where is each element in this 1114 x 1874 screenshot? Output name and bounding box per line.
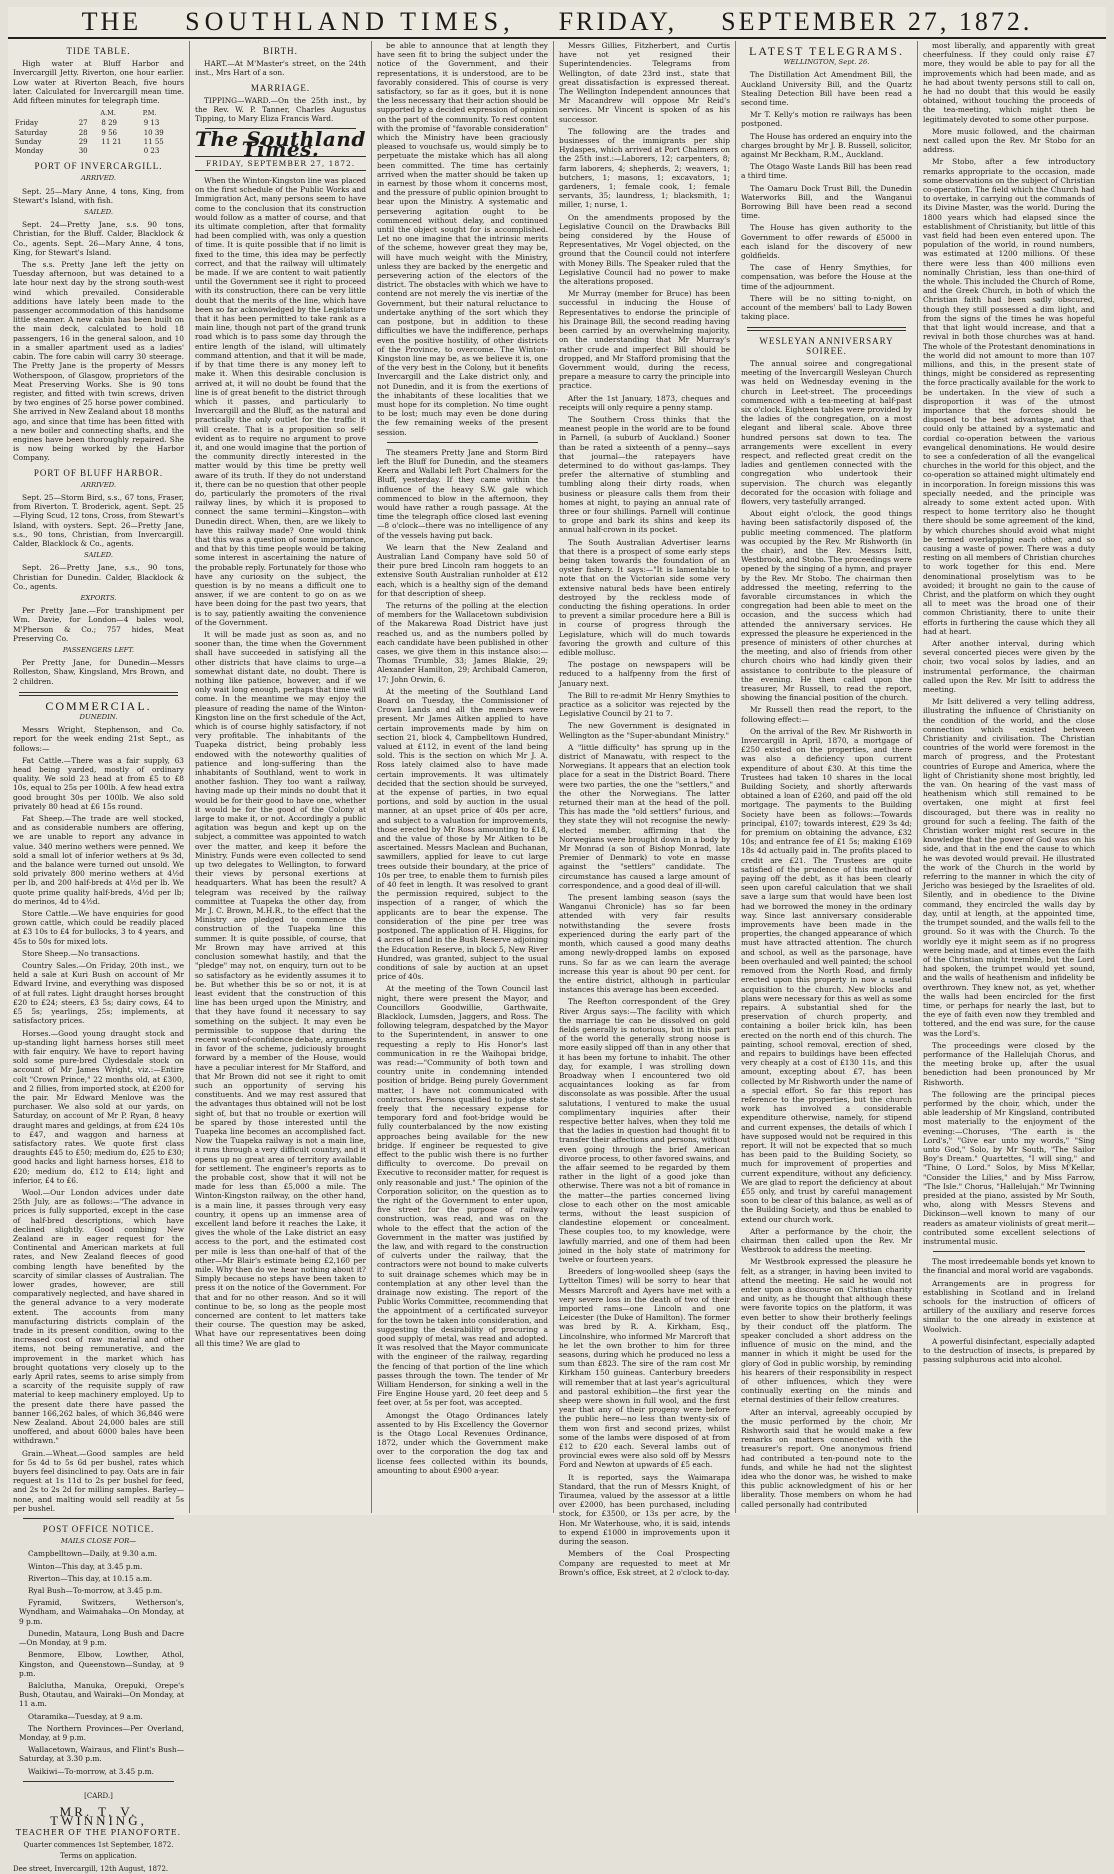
editorial-dateline: FRIDAY, SEPTEMBER 27, 1872. [195, 156, 366, 171]
wesleyan-paragraph: Mr Russell then read the report, to the following effect:— [741, 705, 912, 724]
tide-cell: 0 23 [143, 147, 160, 156]
wesleyan-continued-paragraph: Mr Isitt delivered a very telling address, illustrating the influence of Christianity on the condition of the world, and the close connection which existed between Christianity and civilisation. The Christian countries of the world were foremost in the march of progress, and the Protestant countries of Europe and America, where the light of Christianity shone most brightly, led the van. On hearing of the vast mass of heathenism which still remained to be overtaken, one might at first feel discouraged, but there was in reality no ground for such a feeling. The faith of the Christian worker might rest secure in the knowledge that the power of God was on his side, and that in the end the cause to which he was devoted would prevail. He illustrated the work of the Church in the world by referring to the manner in which the city of Jericho was besieged by the Israelites of old. Silently, and in obedience to the Divine command, they encircled the walls day by day, until at length, at the appointed time, the trumpet sounded, and the walls fell to the ground. So it was with the Church. To the worldly eye it might seem as if no progress were being made, and at times even the faith of the Christian might tremble, but the Lord had spoken, the trumpet would yet sound, and the walls of heathenism and infidelity be overthrown. They knew not, as yet, whether the walls had been encircled for the first time, or perhaps for nearly the last, but to the eye of faith even now they trembled and tottered, and the end was sure, for the cause was the Lord's. [923, 697, 1095, 1038]
sailed-label: SAILED. [83, 208, 114, 217]
wesleyan-paragraph: After a performance by the choir, the chairman then called upon the Rev. Mr Westbrook to address the meeting. [741, 1226, 912, 1255]
short-item: A powerful disinfectant, especially adapted to the destruction of insects, is prepared by passing sulphurous acid into alcohol. [923, 1336, 1095, 1365]
commercial-intro: Messrs Wright, Stephenson, and Co. report for the week ending 21st Sept., as follows:— [13, 725, 184, 753]
telegram-item: The Oamaru Dock Trust Bill, the Dunedin Waterworks Bill, and the Wanganui Borrowing Bill have been read a second time. [741, 183, 912, 221]
article-paragraph: The returns of the polling at the election of members for the Wallacetown subdivision of the Makarewa Road District have just reached us, and as the numbers polled by each candidate have been published in other cases, we give them in this instance also:—Thomas Trumble, 33; James Blakie, 29; Alexander Hamilton, 29; Archibald Cameron, 17; John Orwin, 6. [377, 600, 548, 684]
column-3 [372, 41, 554, 1513]
tide-cell: Sunday [15, 137, 42, 146]
passengers-text: Per Pretty Jane, for Dunedin—Messrs Rolleston, Shaw, Kingsland, Mrs Brown, and 2 children. [13, 658, 184, 686]
tide-row [13, 119, 184, 128]
tide-col-date [77, 108, 100, 119]
article-paragraph: Amongst the Otago Ordinances lately assented to by His Excellency the Governor is the Otago Local Revenues Ordinance, 1872, under which the Government make over to the corporation the dog tax and license fees collected within its bounds, amounting to about £900 a-year. [377, 1410, 548, 1475]
post-item: Wallacetown, Wairaus, and Flint's Bush—Saturday, at 3.30 p.m. [19, 1745, 184, 1764]
port-bluff-heading: PORT OF BLUFF HARBOR. [33, 467, 164, 478]
short-item: Arrangements are in progress for establishing in Scotland and in Ireland schools for the instruction of officers of artillery of the auxiliary and reserve forces similar to the one already in existence at Woolwich. [923, 1278, 1095, 1334]
news-paragraph: The Bill to re-admit Mr Henry Smythies to practice as a solicitor was rejected by the Legislative Council by 21 to 7. [559, 690, 730, 719]
newspaper-page [8, 7, 1106, 1873]
post-item: Otaramika—Tuesday, at 9 a.m. [28, 1711, 143, 1721]
wesleyan-continued-paragraph: The proceedings were closed by the performance of the Hallelujah Chorus, and the meeting broke up, after the usual benediction had been pronounced by Mr Rishworth. [923, 1040, 1095, 1087]
commercial-paragraph: Grain.—Wheat.—Good samples are held for 5s 4d to 5s 6d per bushel, rates which buyers feel disinclined to pay. Oats are in fair request at 1s 11d to 2s per bushel for feed, and 2s to 2s 2d for milling samples. Barley—none, and malting would sell readily at 5s per bushel. [13, 1448, 184, 1513]
article-paragraph: be able to announce that at length they have seen fit to bring the subject under the notice of the Government, and their representations, it is understood, are to be favorably considered. This of course is very satisfactory, so far as it goes, but it is none the less necessary that their action should be supported by a decided expression of opinion on the part of the community. To rest content with the promise of "favorable consideration" which the Ministry have been graciously pleased to vouchsafe us, would simply be to perpetuate the mistake which has all along been committed. The time has certainly arrived when the matter should be taken up in earnest by those whom it concerns most, and the pressure of public opinion brought to bear upon the Ministry. A systematic and persevering agitation ought to be commenced without delay, and continued until the object sought for is accomplished. Let no one imagine that the intrinsic merits of the scheme, however great they may be, will have much weight with the Ministry, unless they are backed by the energetic and persevering action of the electors of the district. The obstacles with which we have to contend are not merely the vis inertiæ of the Government, but their natural reluctance to undertake anything of the sort which they can postpone, but in addition to these difficulties we have the indifference, perhaps even the positive hostility, of other districts of the Province, to overcome. The Winton-Kingston line may be, as we believe it is, one of the very best in the Colony, but it benefits Invercargill and the Lake district only, and not Dunedin, and it is from the exertions of the inhabitants of these localities that we must hope for its completion. No time ought to be lost; much may even be done during the few remaining weeks of the present session. [377, 41, 548, 437]
tide-cell: 29 [78, 137, 88, 146]
wesleyan-paragraph: The annual soiree and congregational meeting of the Invercargill Wesleyan Church was held on Wednesday evening in the church in Leet-street. The proceedings commenced with a tea-meeting at half-past six o'clock. Eighteen tables were provided by the ladies of the congregation, on a most elegant and liberal scale. Above three hundred persons sat down to tea. The arrangements were excellent in every respect, and reflected great credit on the ladies and gentlemen connected with the congregation who undertook their supervision. The church was elegantly decorated for the occasion with foliage and flowers, very tastefully arranged. [741, 358, 912, 506]
wesleyan-paragraph: Mr Westbrook expressed the pleasure he felt, as a stranger, in having been invited to attend the meeting. He said he would not enter upon a discourse on Christian charity and unity, as he thought that although these were favorite topics on the platform, it was even better to show their brotherly feelings by their conduct off the platform. The speaker concluded a short address on the influence of music on the mind, and the manner in which it might be used for the glory of God in public worship, by reminding his hearers of their responsibility in respect of other influences, which they were continually exerting on the minds and eternal destinies of their fellow creatures. [741, 1257, 912, 1405]
arrived-label: ARRIVED. [80, 174, 117, 183]
column-1 [8, 41, 190, 1873]
column-4 [554, 41, 736, 1577]
commercial-paragraph: Store Sheep.—No transactions. [22, 948, 140, 958]
post-item: Ryal Bush—To-morrow, at 3.45 p.m. [28, 1586, 163, 1596]
post-item: Fyramid, Switzers, Wetherson's, Wyndham, and Waimahaka—On Monday, at 9 p.m. [19, 1598, 184, 1626]
tide-row [13, 147, 184, 156]
commercial-paragraph: Fat Sheep.—The trade are well stocked, and as considerable numbers are offering, we are unable to report any advance in value. 340 merino wethers were penned. We sold a small lot of inferior wethers at 9s 3d, and the balance were turned out unsold. We sold privately 800 merino wethers at 4½d per lb, and 200 half-breds at 4½d per lb. We quote prime quality half-breds, 4½d per lb; do merinos, 4d to 4½d. [13, 814, 184, 906]
commercial-heading: COMMERCIAL. [45, 698, 152, 713]
exports-text: Per Pretty Jane.—For transhipment per Wm. Davie, for London—4 bales wool, M'Pherson & Co.; 757 hides, Meat Preserving Co. [13, 606, 184, 643]
commercial-paragraph: Fat Cattle.—There was a fair supply, 63 head being yarded, mostly of ordinary quality. We sold 23 head at from £5 to £8 10s, equal to 25s per 100lb. A few head extra good brought 30s per 100lb. We also sold privately 80 head at £6 15s round. [13, 755, 184, 811]
masthead-day: FRIDAY, [558, 7, 678, 36]
divider [23, 1781, 174, 1782]
commercial-paragraph: Store Cattle.—We have enquiries for good grown cattle, which could be readily placed at £3 10s to £4 for bullocks, 3 to 4 years, and 45s to 50s for mixed lots. [13, 909, 184, 946]
commercial-paragraph: Wool.—Our London advices under date 25th July, are as follows:—"The advance in prices is fully supported, except in the case of half-bred descriptions, which have declined slightly. Good combing New Zealand are in eager request for the Continental and American markets at full rates, and New Zealand fleeces of good combing length have benefited by the scarcity of similar classes of Australian. The lower grades, however, are still comparatively neglected, and have shared in the general advance to a very moderate extent. The accounts from many manufacturing districts complain of the trade in its present condition, owing to the increased cost of raw material and other items, not being remunerative, and the improvement in the market which has brought quotations very closely up to the early April rates, seems to arise simply from a scarcity of the requisite supply of raw material to keep machinery employed. Up to the present date there have passed the banner 166,262 bales, of which 36,846 were New Zealand. About 24,000 bales are still unoffered, and about 6000 bales have been withdrawn." [13, 1187, 184, 1446]
wesleyan-paragraph: After an interval, agreeably occupied by the music performed by the choir, Mr Rishworth said that he would make a few remarks on matters connected with the treasurer's report. One anonymous friend had contributed a ten-pound note to the funds, and while he had not the slightest idea who the donor was, he wished to make this public acknowledgment of his or her liberality. Those members on whom he had called personally had contributed [741, 1407, 912, 1509]
masthead-date: SEPTEMBER 27, 1872. [721, 7, 1033, 36]
article-paragraph: The steamers Pretty Jane and Storm Bird left the Bluff for Dunedin, and the steamers Keera and Wallabi left Port Chalmers for the Bluff, yesterday. If they came within the influence of the heavy S.W. gale which commenced to blow in the afternoon, they would have rather a rough passage. At the time the telegraph office closed last evening—8 o'clock—there was no intelligence of any of the vessels having put back. [377, 447, 548, 540]
news-paragraph: On the amendments proposed by the Legislative Council on the Drawbacks Bill being considered by the House of Representatives, Mr Vogel objected, on the ground that the Council could not interfere with Money Bills. The Speaker ruled that the Legislative Council had no power to make the alterations proposed. [559, 212, 730, 287]
marriage-notice: TIPPING—WARD.—On the 25th inst., by the Rev. W. P. Tanner, Charles Augustus Tipping, to Mary Eliza Francis Ward. [195, 95, 366, 124]
news-paragraph: Messrs Gillies, Fitzherbert, and Curtis have not yet resigned their Superintendencies. Telegrams from Wellington, of date 23rd inst., state that great dissatisfaction is expressed thereat. The Wellington Independent announces that Mr Macandrew will oppose Mr Reid's services. Mr Vincent is spoken of as his successor. [559, 41, 730, 124]
bluff-arrived-label: ARRIVED. [80, 480, 117, 489]
wesleyan-heading: WESLEYAN ANNIVERSARY SOIREE. [759, 336, 894, 356]
tide-cell: 11 21 [101, 137, 122, 146]
tide-cell: Monday [15, 147, 44, 156]
commercial-paragraph: Horses.—Good young draught stock and up-standing light harness horses still meet with fair enquiry. We have to report having sold some pure-bred Clydesdale stock on account of Mr James Wright, viz.:—Entire colt "Crown Prince," 22 months old, at £300, and 2 fillies, from imported stock, at £200 for the pair. Mr Edward Menlove was the purchaser. We also sold at our yards, on Saturday, on account of Mr P. Ryan, 8 heavy draught mares and geldings, at from £24 10s to £47, and waggon and harness at satisfactory rates. We quote first class draughts £45 to £50; medium do, £25 to £30; good hacks and light harness horses, £18 to £20; medium do, £12 to £14; light and inferior, £4 to £6. [13, 1028, 184, 1185]
tide-col-am: A.M. [100, 109, 116, 118]
divider [387, 442, 538, 443]
post-item: Winton—This day, at 3.45 p.m. [28, 1561, 143, 1571]
news-paragraph: Mr Murray (member for Bruce) has been successful in inducing the House of Representatives to endorse the principle of his Drainage Bill, the second reading having been carried by an overwhelming majority, on the understanding that Mr Murray's rather crude and imperfect Bill should be dropped, and Mr Stafford promising that the Government would, during the recess, prepare a measure to carry the principle into practice. [559, 289, 730, 391]
commercial-paragraph: Country Sales.—On Friday, 20th inst., we held a sale at Kuri Bush on account of Mr Edward Irvine, and everything was disposed of at full rates. Light draught horses brought £20 to £24; steers, £3 5s; dairy cows, £4 to £5 5s; yearlings, 25s; implements, at satisfactory prices. [13, 961, 184, 1026]
card-quarter: Quarter commences 1st September, 1872. [23, 1840, 174, 1849]
telegram-item: The House has given authority to the Government to offer rewards of £5000 in each island for the discovery of new goldfields. [741, 223, 912, 261]
wesleyan-continued-paragraph: More music followed, and the chairman next called upon the Rev. Mr Stobo for an address. [923, 126, 1095, 155]
news-paragraph: The following are the trades and businesses of the immigrants per ship Hydaspes, which arrived at Port Chalmers on the 25th inst.:—Laborers, 12; carpenters, 8; farm laborers, 4; shepherds, 2; weavers, 1; butchers, 1; masons, 1; excavators, 1; gardeners, 1; female cook, 1; female servants, 35; laundress, 1; blacksmith, 1; miller, 1; nurse, 1. [559, 126, 730, 210]
post-item: Dunedin, Mataura, Long Bush and Dacre—On Monday, at 9 p.m. [19, 1628, 184, 1648]
column-6 [918, 41, 1100, 1513]
arrived-text: Sept. 25—Mary Anne, 4 tons, King, from Stewart's Island, with fish. [13, 186, 184, 205]
tide-table [13, 108, 184, 156]
news-paragraph: The Southern Cross thinks that the meanest people in the world are to be found in Parnell, (a suburb of Auckland.) Sooner than be rated a sixteenth of a penny—says that journal—the ratepayers have determined to do without gas-lamps. They prefer the alternative of stumbling and tumbling along their dirty roads, when business or pleasure calls them from their homes at night, to paying an annual rate of three or four shillings. Parnell will continue to grope and bark its shins and keep its annual half-crown in its pocket. [559, 414, 730, 535]
news-paragraph: The postage on newspapers will be reduced to a halfpenny from the first of January next. [559, 660, 730, 688]
bluff-sailed-text: Sept. 26—Pretty Jane, s.s., 90 tons, Christian for Dunedin. Calder, Blacklock & Co., agents. [13, 563, 184, 591]
card-terms: Terms on application. [60, 1851, 137, 1860]
editorial-paragraph: When the Winton-Kingston line was placed on the first schedule of the Public Works and Immigration Act, many persons seem to have come to the conclusion that its construction would follow as a matter of course, and that its ultimate completion, after that formality had been complied with, was only a question of time. It is quite possible that if no limit is fixed to the time, this idea may be perfectly correct, and that the railway will ultimately be made. If we are content to wait patiently until the Government see it right to proceed with its construction, there can be very little doubt that the merits of the line, which have been so far acknowledged by the Legislature that it has been permitted to take rank as a main line, though not part of the grand trunk road which is to pass some day through the entire length of the island, will ultimately command attention, and that it will be made, if by that time there is any money left to make it. When this desirable conclusion is arrived at, it will no doubt be found that the line is of great benefit to the district through which it passes, and particularly to Invercargill and the Bluff, as the natural and practically the only outlet for the traffic it will create. That is a proposition so self-evident as to require no argument to prove it, and one would imagine that the portion of the community directly interested in the matter would by this time be pretty well aware of its truth. If they do not understand it, there can be no question that other people do, particularly the promoters of the rival railway lines, by which it is proposed to connect the same termini—Kingston—with Dunedin direct. When, then, are we likely to have this railway made? One would think that this was a question of some importance, and that by this time people would be taking some interest in ascertaining the nature of the probable reply. Fortunately for those who have any curiosity on the subject, the question is by no means a difficult one to answer, if we are content to go on as we have been doing for the past two years, that is to say, patiently awaiting the convenience of the Government. [195, 176, 366, 627]
tide-cell: Friday [15, 119, 39, 128]
card-label: [CARD.] [84, 1791, 113, 1800]
news-paragraph: After the 1st January, 1873, cheques and receipts will only require a penny stamp. [559, 393, 730, 412]
card-teacher: TEACHER OF THE PIANOFORTE. [15, 1828, 182, 1838]
tide-row [13, 129, 184, 138]
pretty-jane-article: The s.s. Pretty Jane left the jetty on Tuesday afternoon, but was detained to a late hour next day by the strong south-west wind which prevailed. Considerable additions have lately been made to the passenger accommodation of this handsome little steamer. A new cabin has been built on the main deck, calculated to hold 18 passengers, 16 in the general saloon, and 10 in a smaller apartment used as a ladies' cabin. The fore cabin will carry 30 steerage. The Pretty Jane is the property of Messrs Wotherspoon, of Glasgow, proprietors of the Meat Preserving Works. She is 90 tons register, and fitted with twin screws, driven by two engines of 25 horse power combined. She arrived in New Zealand about 18 months ago, and since that time has been fitted with a new boiler and connecting shafts, and the engines have been thoroughly repaired. She is now being worked by the Harbor Company. [13, 260, 184, 463]
tide-cell: 27 [78, 119, 88, 128]
wesleyan-continued-paragraph: The following are the principal pieces performed by the choir, which, under the able leadership of Mr Kingsland, contributed most materially to the enjoyment of the evening:—Choruses, "The earth is the Lord's," "Give ear unto my words," "Sing unto God," Solo, by Mr South, "The Sailor Boy's Dream." Quartettes, "I will sing," and "Thine, O Lord." Solos, by Miss M'Kellar, "Consider the Lilies," and by Miss Farrow, "The Isle." Chorus, "Hallelujah." Mr Twinning presided at the piano, assisted by Mr South, who, along with Messrs Stevens and Dickinson—well known to many of our readers as amateur violinists of great merit—contributed some excellent selections of instrumental music. [923, 1089, 1095, 1246]
tide-cell: 9 56 [101, 128, 118, 137]
tide-cell: 11 55 [143, 137, 164, 146]
wesleyan-paragraph: On the arrival of the Rev. Mr Rishworth in Invercargill in April, 1870, a mortgage of £250 existed on the properties, and there was also a deficiency upon current expenditure of about £30. At this time the Trustees had taken 10 shares in the local Building Society, and shortly afterwards obtained a loan of £260, and paid off the old mortgage. The payments to the Building Society have been as follows:—Towards principal, £107; towards interest, £29 3s 4d; for premium on obtaining the advance, £32 10s; and entrance fee of £1 5s; making £169 18s 4d actually paid in. The profits placed to credit are £21. The Trustees are quite satisfied of the prudence of this method of paying off the debt, as it has been clearly seen upon careful calculation that we shall save a large sum that would have been lost had we borrowed the money in the ordinary way. Since last anniversary considerable improvements have been made in the properties, the changed appearance of which must have attracted attention. The church and school, as well as the parsonage, have been overhauled and well painted; the school removed from the North Road, and firmly erected upon this property in now a useful acquisition to the church. New blocks and plans were necessary for this as well as some repairs. A substantial shed for the preservation of church property, and containing a boiler brick kiln, has been erected on the north end of this church. The painting, school removal, erection of shed, and repairs to buildings have been effected very cheaply at a cost of £130 11s, and this amount, excepting about £7, has been collected by Mr Rishworth under the name of a special effort. So far this report has reference to the properties, but the church work has involved a considerable expenditure otherwise, namely, for stipend and current expenses, the details of which I have supposed would not be required in this report. It will not be expected that so much has been paid to the Building Society, so much for improvement of properties and current expenditure, without any deficiency. We are glad to report the deficiency at about £55 only, and trust by careful management soon to be clear of this balance, as well as of the Building Society, and thus be enabled to extend our church work. [741, 726, 912, 1224]
post-item: Balclutha, Manuka, Orepuki, Orepe's Bush, Otautau, and Wairaki—On Monday, at 11 a.m. [19, 1680, 184, 1709]
short-item: The most irredeemable bonds yet known to the financial and moral world are vagabonds. [923, 1257, 1095, 1276]
tide-cell: 9 13 [143, 119, 160, 128]
news-paragraph: A "little difficulty" has sprung up in the district of Manawatu, with respect to the Norwegians. It appears that an election took place for a seat in the District Board. There were two parties, the one the "settlers," and the other the Norwegians. The latter returned their man at the head of the poll. This has made the "old settlers" furious, and they state they will not recognise the newly-elected member, affirming that the Norwegians were brought down in a body by Mr Monrad (a son of Bishop Monrad, late Premier of Denmark) to vote en masse against the "settlers" candidate. The circumstance has caused a large amount of correspondence, and a good deal of ill-will. [559, 742, 730, 890]
wesleyan-paragraph: About eight o'clock, the good things having been satisfactorily disposed of, the public meeting commenced. The platform was occupied by the Rev. Mr Rishworth (in the chair), and the Rev. Messrs Isitt, Westbrook, and Stobo. The proceedings were opened by the singing of a hymn, and prayer by the Rev. Mr Stobo. The chairman then addressed the meeting, referring to the favorable circumstances in which the congregation had been able to meet on the occasion, and the success which had attended the anniversary services. He expressed the pleasure he experienced in the presence of ministers of other churches at the meeting, and also of friends from other church choirs who had kindly given their assistance to contribute to the pleasure of the evening. He then called upon the treasurer, Mr Russell, to read the report, showing the financial position of the church. [741, 509, 912, 703]
card-name: MR. T. V. TWINNING, [50, 1803, 147, 1829]
birth-notice: HART.—At M'Master's street, on the 24th inst., Mrs Hart of a son. [195, 59, 366, 78]
news-paragraph: Breeders of long-woolled sheep (says the Lyttelton Times) will be sorry to hear that Messrs Marcroft and Ayers have met with a very severe loss in the death of two of their imported rams—one Lincoln and one Leicester (the Duke of Hamilton). The former was bred by R. A. Kirkham, Esq., Lincolnshire, who informed Mr Marcroft that he let the own brother to him for three seasons, during which he produced no less a sum than £823. The sire of the ram cost Mr Kirkham 150 guineas. Canterbury breeders will remember that at last year's agricultural and pastoral exhibition—the first year the sheep were shown in full wool, and the first year that any of their progeny were before the public here—no less than twenty-six of them won first and second prizes, whilst some of the lambs were disposed of at from £12 to £20 each. Several lambs out of provincial ewes were also sold off by Messrs Ford and Newton at upwards of £5 each. [559, 1267, 730, 1470]
article-paragraph: We learn that the New Zealand and Australian Land Company have sold 50 of their pure bred Lincoln ram hoggets to an extensive South Australian runholder at £12 each, which is a healthy sign of the demand for that description of sheep. [377, 542, 548, 598]
post-item: Waikiwi—To-morrow, at 3.45 p.m. [28, 1766, 155, 1776]
telegram-item: The Otago Waste Lands Bill has been read a third time. [741, 162, 912, 181]
divider [19, 692, 178, 696]
tide-cell: 30 [78, 147, 88, 156]
port-invercargill-heading: PORT OF INVERCARGILL. [34, 161, 163, 172]
wesleyan-continued-paragraph: Mr Stobo, after a few introductory remarks appropriate to the occasion, made some observations on the subject of Christian co-operation. The field which the Church had to overtake, in carrying out the commands of its Divine Master, was the world. During the 1800 years which had elapsed since the establishment of Christianity, but little of this vast field had been even entered upon. The population of the world, in round numbers, was estimated at 1200 millions. Of these there were less than 400 millions even nominally Christian, less than one-third of the whole. This included the Church of Rome, and the Greek Church, in both of which the Christian faith had been sadly obscured, though they still possessed a dim light, and from the signs of the times he was hopeful that that light would increase, and that a revival in both those churches was at hand. The whole of the Protestant denominations in the world did not amount to more than 107 millions, and this, in the present state of things, might be considered as representing the force practically available for the work to be undertaken. In the view of such a disproportion it was of the utmost importance that the forces should be disposed to the best advantage, and that could only be attained by a systematic and cordial co-operation between the various evangelical denominations. He would desire to see a confederation of all the evangelical churches in the world for this object, and the co-operation so attained might ultimately end in incorporation. In foreign missions this was specially needed, and the principle was already to some extent acted upon. With respect to home territory also he thought there should be some agreement of the kind, by which churches should avoid what might be termed overlapping each other, and so causing a waste of power. There was a duty resting on all members of Christian churches to work together for this end. Mere denominational proselytism was to be avoided; it brought no gain to the cause of Christ, and the platform on which they ought all to meet was the broad one of their common Christianity, there to unite their efforts in furthering the cause which they all had at heart. [923, 157, 1095, 636]
news-paragraph: The South Australian Advertiser learns that there is a prospect of some early steps being taken towards the foundation of an oyster fishery. It says:—"It is lamentable to note that on the Victorian side some very extensive natural beds have been entirely destroyed by the reckless mode of conducting the fishing operations. In order to prevent a similar procedure here a Bill is in course of progress through the Legislature, which will do much towards favoring the growth and culture of this edible mollusc. [559, 537, 730, 657]
telegrams-heading: LATEST TELEGRAMS. [749, 44, 904, 58]
tide-cell: 8 29 [101, 119, 118, 128]
editorial-paragraph: It will be made just as soon as, and no sooner than, the time when the Government shall have succeeded in satisfying all the other districts that have claims to urge—a somewhat distant date, no doubt. There is nothing like patience, however, and if we only wait long enough, perhaps that time will come. In the meantime we may enjoy the pleasure of reading the name of the Winton-Kingston line on the first schedule of the Act, which is of course highly satisfactory, if not very profitable. The inhabitants of the Tuapeka district, being probably less endowed with the noteworthy qualities of patience and long-suffering than the inhabitants of Southland, went to work in another fashion. They too want a railway, having made up their minds no doubt that it would be for their good to have one, whether it would be for the good of the Colony at large to make it, or not. Accordingly a public agitation was begun and kept up on the subject, a committee was appointed to watch over the matter, and keep it before the Ministry. Funds were even collected to send up two delegates to Wellington, to forward their views by personal exertions at headquarters. What has been the result? A telegram was received by the railway committee at Tuapeka the other day, from Mr J. C. Brown, M.H.R., to the effect that the Ministry are pledged to commence the construction of the Tuapeka line this summer. It is quite possible, of course, that Mr Brown may have arrived at this conclusion somewhat hastily, and that the "pledge" may not, on enquiry, turn out to be so satisfactory as he evidently assumes it to be. But whether this be so or not, it is at least evident that the construction of this line has been urged upon the Ministry, and that they have found it necessary to say something on the subject. It may even be permissible to suppose that during the recent want-of-confidence debate, arguments in favor of the scheme, judiciously brought forward by a member of the House, would have a peculiar interest for Mr Stafford, and that Mr Brown did not see it right to omit such an opportunity of serving his constituents. And we may rest assured that the advantages thus obtained will not be lost sight of, but that no trouble or exertion will be spared by those interested until the Tuapeka line becomes an accomplished fact. Now the Tuapeka railway is not a main line, it runs through a very difficult country, and it opens up no great area of territory available for settlement. The engineer's reports as to the probable cost, show that it will not be made for less than £5,000 a mile. The Winton-Kingston railway, on the other hand, is a main line, it passes through very easy country, it opens up an immense area of excellent land before it reaches the Lake, it gives the whole of the Lake district an easy access to the port, and the estimated cost per mile is less than one-half of that of the other—Mr Blair's estimate being £2,160 per mile. Why then do we hear nothing about it? Simply because no steps have been taken to press it on the notice of the Government. For that and for no other reason. And so it will continue to be, so long as the people most concerned are content to let matters take their course. The question may be asked, What have our representatives been doing all this time? We are glad to [195, 629, 366, 1348]
tide-cell: Saturday [15, 128, 48, 137]
column-5 [736, 41, 918, 1513]
telegram-item: There will be no sitting to-night, on account of the members' ball to Lady Bowen taking place. [741, 293, 912, 322]
news-paragraph: The Reefton correspondent of the Grey River Argus says:—The facility with which the marriage tie can be dissolved on gold fields generally is notorious, but in this part of the world the generally strong noose is more easily slipped off than in any other that it has been my fortune to inhabit. The other day, for example, I was strolling down Broadway when I encountered two old acquaintances looking as far from disconsolate as was possible. After the usual salutations, I ventured to make the usual complimentary inquiries after their respective better halves, when they told me that the ladies in question had thought fit to transfer their affections and persons, without even going through the brief American divorce process, to other favored swains, and the affair seemed to be regarded by them rather in the light of a good joke than otherwise. There was not a bit of romance in the matter—the parties concerned living close to each other on the most amicable terms, without the least suspicion of clandestine elopement or concealment. These couples too, to my knowledge, were lawfully married, and one of them had been joined in the holy state of matrimony for twelve or fourteen years. [559, 997, 730, 1264]
post-office-subheading: MAILS CLOSE FOR— [60, 1537, 137, 1546]
news-paragraph: The new Government is designated in Wellington as the "Super-abundant Ministry." [559, 721, 730, 740]
column-2 [190, 41, 372, 1513]
bluff-arrived-text: Sept. 25—Storm Bird, s.s., 67 tons, Fraser, from Riverton. T. Broderick, agent. Sept. 25—Flying Scud, 12 tons, Cross, from Stewart's Island, with oysters. Sept. 26—Pretty Jane, s.s., 90 tons, Christian, from Invercargill. Calder, Blacklock & Co., agents. [13, 492, 184, 548]
tide-col-pm: P.M. [142, 109, 157, 118]
exports-label: EXPORTS. [80, 593, 117, 602]
post-item: Campbelltown—Daily, at 9.30 a.m. [28, 1549, 158, 1559]
divider [747, 327, 906, 331]
news-paragraph: It is reported, says the Waimarapa Standard, that the run of Messrs Knight, of Tiraumea, valued by the assessor at a little over £2000, has been purchased, including stock, for £3500, or 13s per acre, by the Hon. Mr Waterhouse, who, it is said, intends to expend £1000 in improvements upon it during the season. [559, 1472, 730, 1547]
divider [23, 1518, 174, 1519]
wesleyan-continued-paragraph: most liberally, and apparently with great cheerfulness. If they could only raise £7 more, they would be able to pay for all the improvements which had been made, and as he had about twenty persons still to call on, he had no doubt that this would be easily obtained, without touching the proceeds of the tea-meeting, which might then be legitimately devoted to some other purpose. [923, 41, 1095, 124]
tide-cell [99, 147, 141, 156]
telegram-item: The Distillation Act Amendment Bill, the Auckland University Bill, and the Quartz Stealing Detection Bill have been read a second time. [741, 70, 912, 108]
wesleyan-continued-paragraph: After another interval, during which several concerted pieces were given by the choir, two vocal solos by ladies, and an instrumental performance, the chairman called upon the Rev. Mr Isitt to address the meeting. [923, 639, 1095, 695]
news-paragraph: The present lambing season (says the Wanganui Chronicle) has so far been attended with very fair results notwithstanding the severe frosts experienced during the early part of the month, which caused a good many deaths among newly-dropped lambs on exposed runs. So far as we can learn the average increase this year is about 90 per cent. for the entire district, although in particular instances this average has been exceeded. [559, 893, 730, 995]
masthead [8, 7, 1106, 39]
tide-header-row [13, 108, 184, 119]
article-paragraph: At the meeting of the Town Council last night, there were present the Mayor, and Councillors Goodwillie, Garthwaite, Blacklock, Lumsden, Jaggers, and Ross. The following telegram, despatched by the Mayor to the Superintendent, in answer to one requesting a reply to His Honor's last communication in re the Waihopai bridge, was read:—"Community of both town and country unite in condemning intended position of bridge. Being purely Government matter, I have not communicated with contractors. Persons qualified to judge state freely that the necessary expense for temporary ford and foot-bridge would be fully counterbalanced by the now existing approaches being available for the new bridge. If engineer be requested to give effect to the public wish there is no further difficulty to overcome. Do prevail on Executive to reconsider matter, for request is only reasonable and just." The opinion of the Corporation solicitor, on the question as to the right of the Government to enter upon, five street for the purpose of railway construction, was read, and was on the whole to the effect that the action of the Government in the matter was justified by the law, and with regard to the construction of culverts under the railway, that the contractors were not bound to make culverts to suit drainage schemes which may be in contemplation at any other level than the drainage now existing. The report of the Public Works Committee, recommending that the appointment of a certificated surveyor for the town be taken into consideration, and suggesting the desirability of procuring a good supply of metal, was read and adopted. It was resolved that the Mayor communicate with the engineer of the railway, regarding the fencing of that portion of the line which passes through the town. The tender of Mr William Henderson, for sinking a well in the Fire Engine House yard, 20 feet deep and 5 feet over, at 5s per foot, was accepted. [377, 984, 548, 1408]
telegrams-dateline: WELLINGTON, Sept. 26. [783, 58, 870, 67]
sailed-text: Sept. 24—Pretty Jane, s.s. 90 tons, Christian, for the Bluff. Calder, Blacklock & Co., agents. Sept. 26—Mary Anne, 4 tons, King, for Stewart's Island. [13, 220, 184, 257]
card-address: Dee street, Invercargill, 12th August, 1872. [13, 1864, 169, 1873]
marriage-heading: MARRIAGE. [250, 82, 311, 93]
tide-intro: High water at Bluff Harbor and Invercargill Jetty. Riverton, one hour earlier. Low water at Riverton Beach, five hours later. Calculated for Invercargill mean time. Add fifteen minutes for telegraph time. [13, 59, 184, 106]
passengers-label: PASSENGERS LEFT. [62, 645, 135, 654]
telegram-item: The case of Henry Smythies, for compensation, was before the House at the time of the adjournment. [741, 263, 912, 291]
bluff-sailed-label: SAILED. [83, 551, 114, 560]
masthead-the: THE [81, 7, 142, 36]
tide-row [13, 138, 184, 147]
paper-nameplate: The Southland Times. [195, 127, 366, 161]
birth-heading: BIRTH. [263, 46, 298, 56]
divider [933, 1251, 1085, 1252]
tide-heading: TIDE TABLE. [66, 46, 131, 56]
tide-cell: 28 [78, 128, 88, 137]
news-paragraph: Members of the Coal Prospecting Company are requested to meet at Mr Brown's office, Esk street, at 2 o'clock to-day. [559, 1549, 730, 1577]
columns [8, 41, 1106, 1873]
telegram-item: The House has ordered an enquiry into the charges brought by Mr J. B. Russell, solicitor, against Mr Beckham, R.M., Auckland. [741, 131, 912, 160]
article-paragraph: At the meeting of the Southland Land Board on Tuesday, the Commissioner of Crown Lands and all the members were present. Mr James Aitken applied to have certain improvements made by him on section 21, block 4, Campbelltown Hundred, valued at £112, in event of the land being sold. This is the section on which Mr J. A. Ross lately claimed also to have made certain improvements. It was ultimately decided that the section should be surveyed, at the expense of parties, in two equal portions, and sold by auction in the usual manner, at an upset price of 40s per acre, and subject to a valuation for improvements, those erected by Mr Ross amounting to £18, and the value of those by Mr Aitken to be ascertained. Messrs Maclean and Buchanan, sawmillers, applied for leave to cut large trees outside their boundary, at the price of 10s per tree, to enable them to furnish piles of 40 feet in length. It was resolved to grant the permission required, subject to the inspection of a ranger, of which the applicants are to bear the expense. The consideration of the pine per tree was postponed. The application of H. Higgins, for 4 acres of land in the Bush Reserve adjoining the Education Reserve, in block 5, New River Hundred, was granted, subject to the usual conditions of sale by auction at an upset price of 40s. [377, 686, 548, 982]
post-item: Riverton—This day, at 10.15 a.m. [28, 1573, 153, 1583]
post-item: Benmore, Elbow, Lowther, Athol, Kingston, and Queenstown—Sunday, at 9 p.m. [19, 1650, 184, 1678]
dunedin-subheading: DUNEDIN. [79, 713, 118, 721]
masthead-title: SOUTHLAND TIMES, [185, 7, 515, 36]
tide-col-day [13, 108, 77, 119]
post-item: The Northern Provinces—Per Overland, Monday, at 9 p.m. [19, 1723, 184, 1742]
tide-cell: 10 39 [143, 128, 164, 137]
post-office-heading: POST OFFICE NOTICE. [42, 1524, 155, 1535]
telegram-item: Mr T. Kelly's motion re railways has been postponed. [741, 110, 912, 129]
